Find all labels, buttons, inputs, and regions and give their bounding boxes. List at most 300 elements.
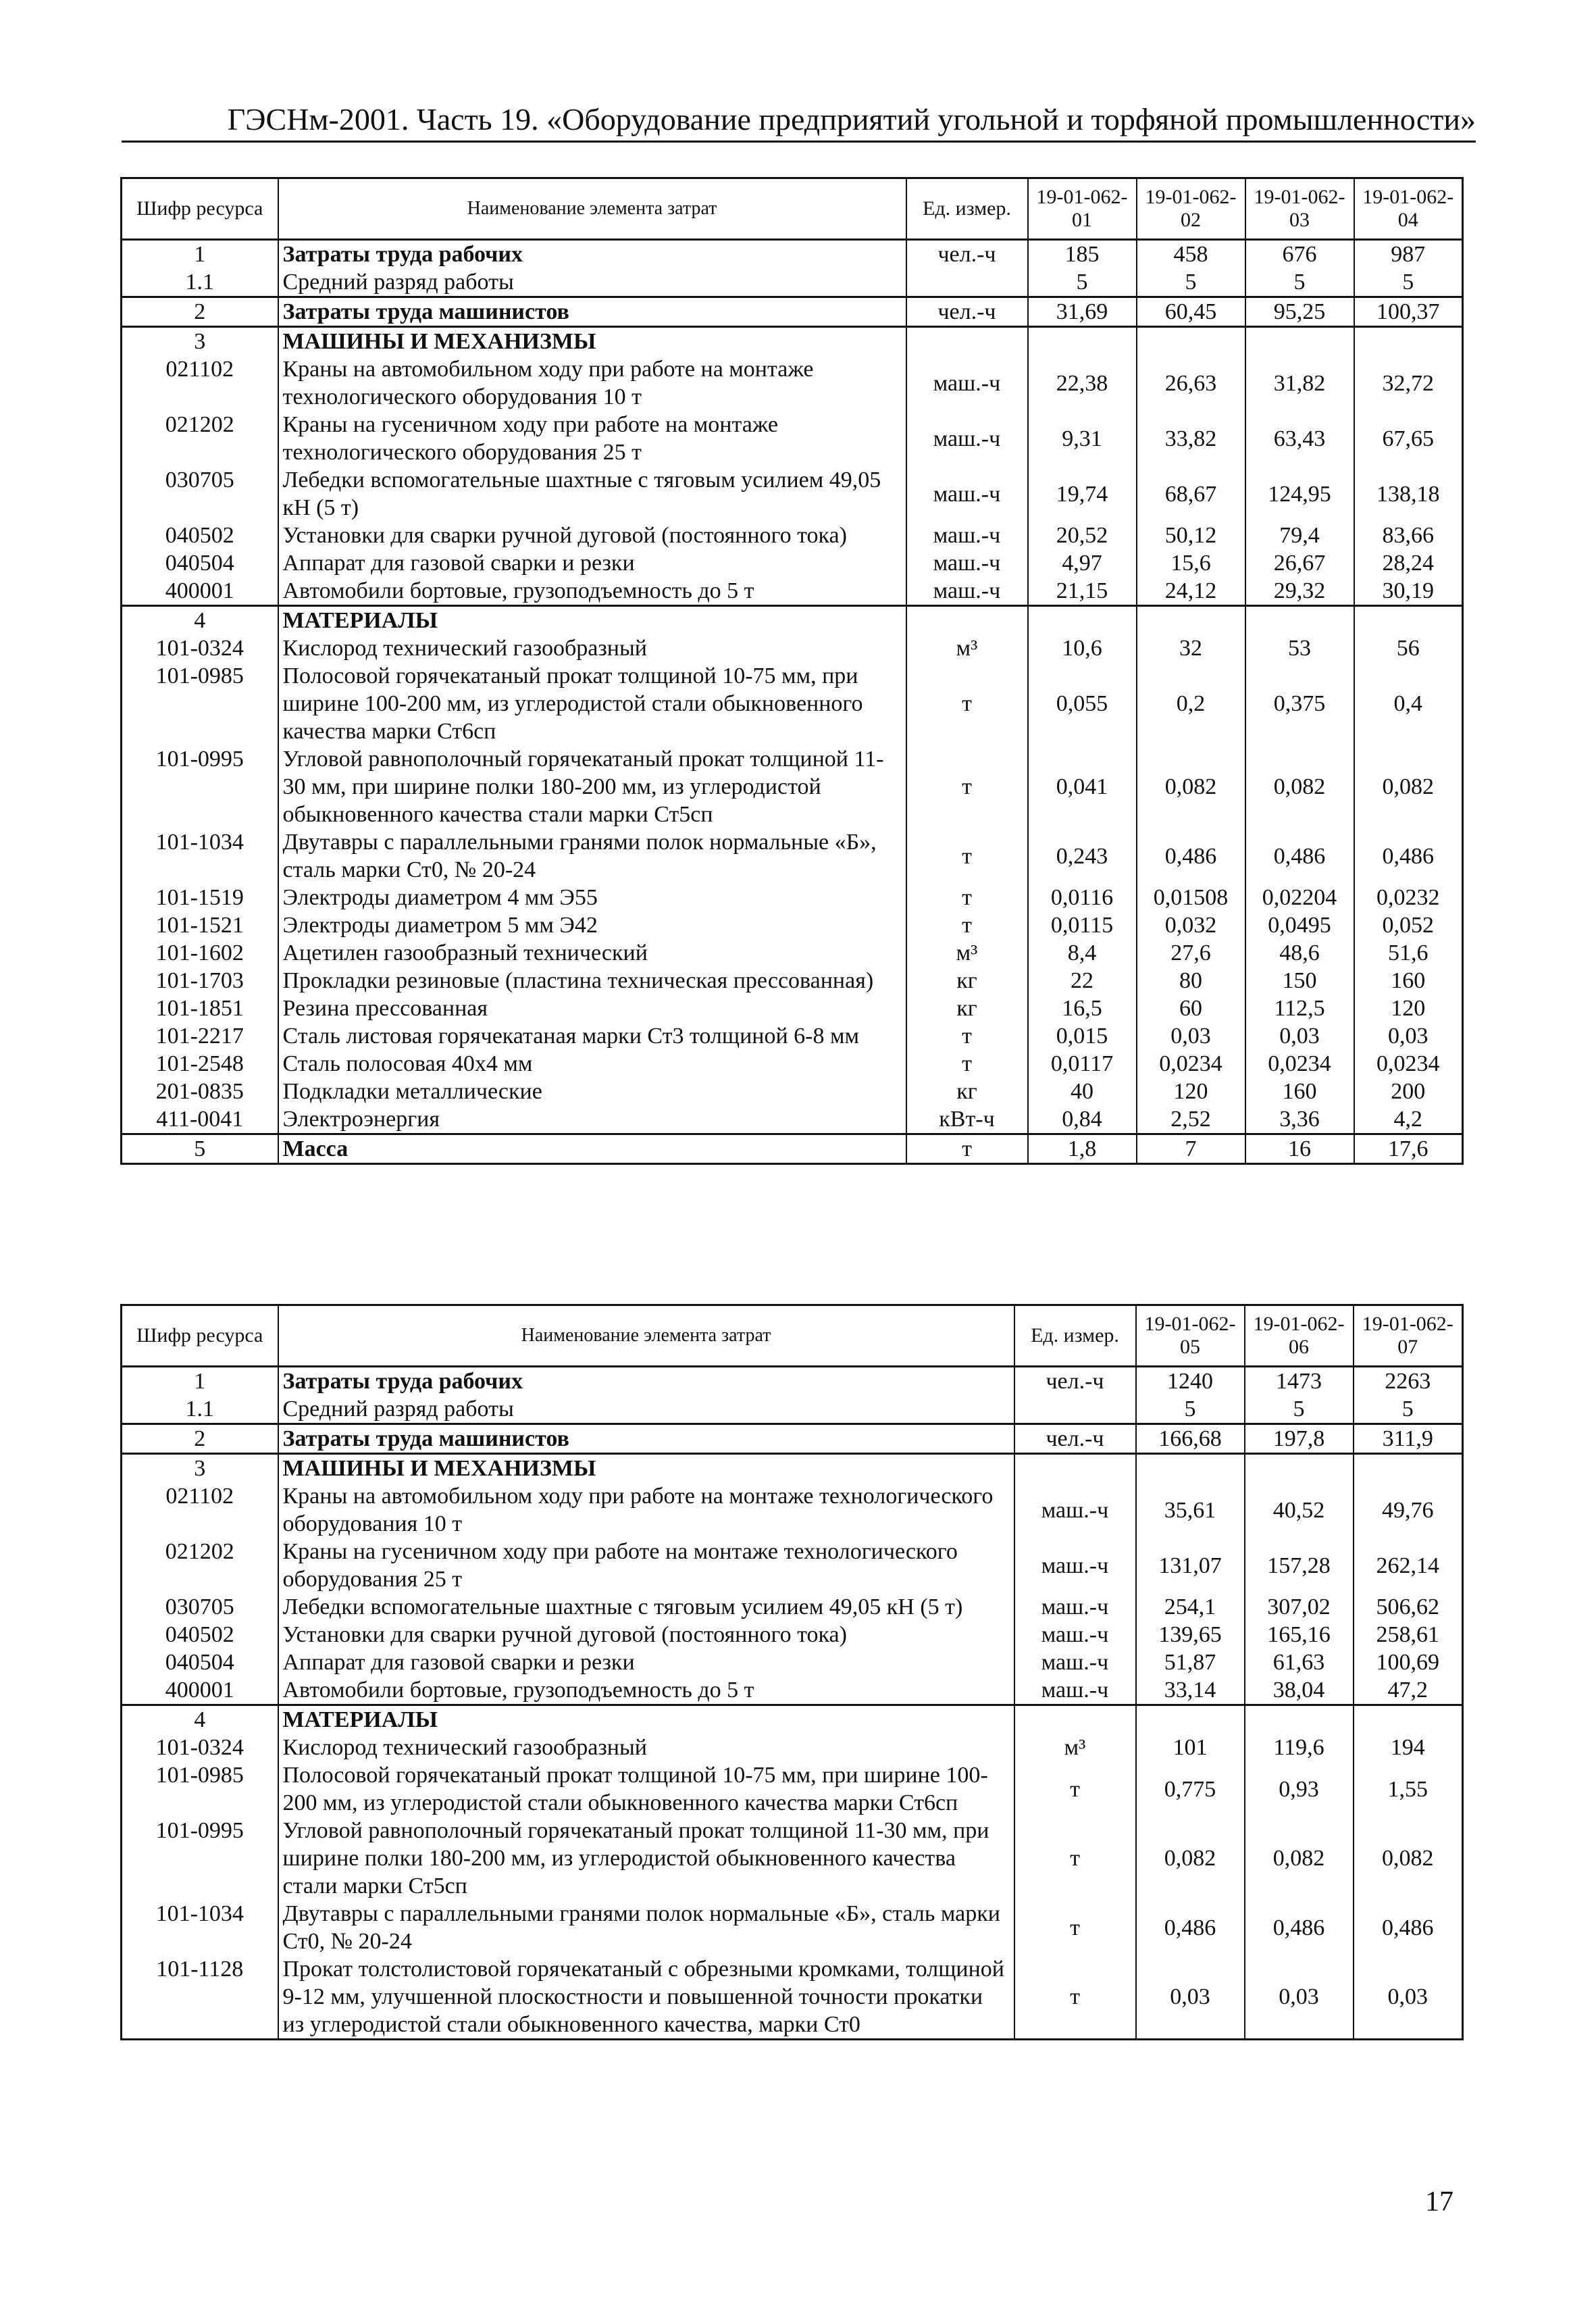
cost-element-name: МАТЕРИАЛЫ xyxy=(278,1705,1014,1734)
unit-of-measure: маш.-ч xyxy=(1014,1676,1136,1705)
norm-value: 0,0116 xyxy=(1028,884,1137,911)
table-row xyxy=(122,1454,1463,1483)
norm-value: 987 xyxy=(1354,240,1463,269)
norm-value: 26,63 xyxy=(1137,355,1245,411)
norm-value: 112,5 xyxy=(1245,995,1354,1022)
unit-of-measure: т xyxy=(906,911,1028,939)
resource-code: 101-0324 xyxy=(122,634,278,662)
norm-value xyxy=(1137,327,1245,356)
norm-value: 160 xyxy=(1354,967,1463,995)
norm-value: 150 xyxy=(1245,967,1354,995)
norm-value: 0,01508 xyxy=(1137,884,1245,911)
norm-value: 9,31 xyxy=(1028,411,1137,466)
norm-value: 0,03 xyxy=(1354,1022,1463,1050)
cost-element-name: МАШИНЫ И МЕХАНИЗМЫ xyxy=(278,1454,1014,1483)
norm-value: 0,4 xyxy=(1354,662,1463,745)
unit-of-measure: чел.-ч xyxy=(1014,1367,1136,1396)
norm-value: 29,32 xyxy=(1245,577,1354,606)
unit-of-measure: т xyxy=(1014,1900,1136,1955)
cost-element-name: Затраты труда машинистов xyxy=(278,297,906,327)
table-row xyxy=(122,911,1463,939)
table-row xyxy=(122,1367,1463,1396)
norm-value: 258,61 xyxy=(1354,1621,1463,1649)
norm-value: 32,72 xyxy=(1354,355,1463,411)
norm-value xyxy=(1136,1705,1245,1734)
norm-value: 1240 xyxy=(1136,1367,1245,1396)
resource-code: 411-0041 xyxy=(122,1105,278,1134)
cost-element-name: Подкладки металлические xyxy=(278,1078,906,1105)
resource-code: 101-1519 xyxy=(122,884,278,911)
norm-value: 48,6 xyxy=(1245,939,1354,967)
norm-value: 5 xyxy=(1354,268,1463,297)
norm-value: 0,082 xyxy=(1245,1817,1354,1900)
norm-value: 0,375 xyxy=(1245,662,1354,745)
cost-element-name: Лебедки вспомогательные шахтные с тяговым усилием 49,05 кН (5 т) xyxy=(278,466,906,522)
norm-value xyxy=(1028,327,1137,356)
unit-of-measure: маш.-ч xyxy=(1014,1482,1136,1538)
norm-value: 0,486 xyxy=(1136,1900,1245,1955)
norm-value: 0,03 xyxy=(1354,1955,1463,2040)
unit-of-measure: кг xyxy=(906,967,1028,995)
header-norm-code: 19-01-062-06 xyxy=(1245,1305,1354,1367)
norm-value: 4,97 xyxy=(1028,549,1137,577)
norm-value: 79,4 xyxy=(1245,522,1354,549)
norm-value: 19,74 xyxy=(1028,466,1137,522)
norm-value: 131,07 xyxy=(1136,1538,1245,1593)
norm-value: 185 xyxy=(1028,240,1137,269)
norm-value: 3,36 xyxy=(1245,1105,1354,1134)
table-row xyxy=(122,1621,1463,1649)
norm-value: 120 xyxy=(1137,1078,1245,1105)
norm-value: 51,87 xyxy=(1136,1649,1245,1676)
unit-of-measure: т xyxy=(906,1134,1028,1164)
norm-value: 119,6 xyxy=(1245,1734,1354,1761)
resource-code: 101-1034 xyxy=(122,828,278,884)
cost-element-name: Сталь полосовая 40х4 мм xyxy=(278,1050,906,1078)
norm-value: 0,84 xyxy=(1028,1105,1137,1134)
norm-value: 56 xyxy=(1354,634,1463,662)
table-row xyxy=(122,1538,1463,1593)
norm-value: 506,62 xyxy=(1354,1593,1463,1621)
unit-of-measure: м³ xyxy=(906,939,1028,967)
unit-of-measure xyxy=(906,268,1028,297)
resource-code: 101-0985 xyxy=(122,662,278,745)
norm-value: 0,93 xyxy=(1245,1761,1354,1817)
cost-element-name: Резина прессованная xyxy=(278,995,906,1022)
norm-value: 160 xyxy=(1245,1078,1354,1105)
norm-value: 0,082 xyxy=(1354,1817,1463,1900)
resource-code: 030705 xyxy=(122,1593,278,1621)
unit-of-measure: т xyxy=(906,1050,1028,1078)
norm-value: 120 xyxy=(1354,995,1463,1022)
norm-value: 5 xyxy=(1028,268,1137,297)
table-row xyxy=(122,327,1463,356)
unit-of-measure: кВт-ч xyxy=(906,1105,1028,1134)
unit-of-measure: чел.-ч xyxy=(1014,1424,1136,1454)
norm-value xyxy=(1137,606,1245,635)
cost-element-name: Кислород технический газообразный xyxy=(278,634,906,662)
cost-element-name: Автомобили бортовые, грузоподъемность до 5 т xyxy=(278,577,906,606)
table-row xyxy=(122,967,1463,995)
cost-element-name: Аппарат для газовой сварки и резки xyxy=(278,1649,1014,1676)
table-row xyxy=(122,634,1463,662)
norm-value xyxy=(1245,606,1354,635)
cost-element-name: Угловой равнополочный горячекатаный прокат толщиной 11-30 мм, при ширине полки 180-200 мм, из углеродистой обыкновенного качества стали марки Ст5сп xyxy=(278,1817,1014,1900)
norm-value: 100,37 xyxy=(1354,297,1463,327)
unit-of-measure: маш.-ч xyxy=(906,466,1028,522)
table-row xyxy=(122,1955,1463,2040)
norm-value: 0,052 xyxy=(1354,911,1463,939)
table-header-row xyxy=(122,178,1463,240)
norm-value: 31,69 xyxy=(1028,297,1137,327)
resource-code: 3 xyxy=(122,1454,278,1483)
norm-value xyxy=(1245,1454,1354,1483)
unit-of-measure: т xyxy=(906,662,1028,745)
norm-value: 1,8 xyxy=(1028,1134,1137,1164)
norm-value xyxy=(1028,606,1137,635)
resource-code: 101-0324 xyxy=(122,1734,278,1761)
norm-value: 53 xyxy=(1245,634,1354,662)
norm-value: 0,0115 xyxy=(1028,911,1137,939)
norm-value: 166,68 xyxy=(1136,1424,1245,1454)
cost-element-name: Двутавры с параллельными гранями полок нормальные «Б», сталь марки Ст0, № 20-24 xyxy=(278,1900,1014,1955)
resource-code: 040502 xyxy=(122,1621,278,1649)
unit-of-measure xyxy=(906,606,1028,635)
table-row xyxy=(122,522,1463,549)
norm-value: 32 xyxy=(1137,634,1245,662)
norm-value: 0,0232 xyxy=(1354,884,1463,911)
header-cost-element: Наименование элемента затрат xyxy=(278,178,906,240)
norm-value: 49,76 xyxy=(1354,1482,1463,1538)
norm-value: 0,0234 xyxy=(1245,1050,1354,1078)
cost-element-name: Масса xyxy=(278,1134,906,1164)
page-number: 17 xyxy=(1425,2186,1453,2217)
cost-element-name: Полосовой горячекатаный прокат толщиной 10-75 мм, при ширине 100-200 мм, из углеродистой стали обыкновенного качества марки Ст6сп xyxy=(278,1761,1014,1817)
unit-of-measure xyxy=(1014,1454,1136,1483)
header-norm-code: 19-01-062-04 xyxy=(1354,178,1463,240)
table-row xyxy=(122,884,1463,911)
norm-value: 61,63 xyxy=(1245,1649,1354,1676)
resource-code: 030705 xyxy=(122,466,278,522)
resource-code: 101-2548 xyxy=(122,1050,278,1078)
norm-value: 20,52 xyxy=(1028,522,1137,549)
cost-element-name: Установки для сварки ручной дуговой (постоянного тока) xyxy=(278,1621,1014,1649)
resource-code: 021202 xyxy=(122,1538,278,1593)
norm-value: 200 xyxy=(1354,1078,1463,1105)
norm-value: 60 xyxy=(1137,995,1245,1022)
table-row xyxy=(122,1424,1463,1454)
cost-element-name: Прокат толстолистовой горячекатаный с обрезными кромками, толщиной 9-12 мм, улучшенной плоскостности и повышенной точности прокатки из углеродистой стали обыкновенного качества, марки Ст0 xyxy=(278,1955,1014,2040)
unit-of-measure: т xyxy=(1014,1955,1136,2040)
table-row xyxy=(122,411,1463,466)
cost-element-name: Электроэнергия xyxy=(278,1105,906,1134)
header-norm-code: 19-01-062-01 xyxy=(1028,178,1137,240)
cost-element-name: Краны на автомобильном ходу при работе на монтаже технологического оборудования 10 т xyxy=(278,355,906,411)
norm-value: 0,486 xyxy=(1245,1900,1354,1955)
table-row xyxy=(122,577,1463,606)
norm-value: 0,0234 xyxy=(1137,1050,1245,1078)
resource-code: 101-1851 xyxy=(122,995,278,1022)
unit-of-measure: маш.-ч xyxy=(906,355,1028,411)
table-row xyxy=(122,1649,1463,1676)
unit-of-measure: маш.-ч xyxy=(1014,1649,1136,1676)
header-norm-code: 19-01-062-05 xyxy=(1136,1305,1245,1367)
unit-of-measure: маш.-ч xyxy=(1014,1593,1136,1621)
table-row xyxy=(122,240,1463,269)
norm-value: 95,25 xyxy=(1245,297,1354,327)
norm-value: 197,8 xyxy=(1245,1424,1354,1454)
resource-code: 021102 xyxy=(122,355,278,411)
unit-of-measure: маш.-ч xyxy=(1014,1538,1136,1593)
norm-value: 0,082 xyxy=(1137,745,1245,828)
cost-element-name: Кислород технический газообразный xyxy=(278,1734,1014,1761)
cost-element-name: Установки для сварки ручной дуговой (постоянного тока) xyxy=(278,522,906,549)
header-cost-element: Наименование элемента затрат xyxy=(278,1305,1014,1367)
norm-value: 60,45 xyxy=(1137,297,1245,327)
norm-value: 83,66 xyxy=(1354,522,1463,549)
norm-value: 0,486 xyxy=(1354,828,1463,884)
resource-code: 040502 xyxy=(122,522,278,549)
norm-value xyxy=(1354,606,1463,635)
table-row xyxy=(122,1395,1463,1424)
table-row xyxy=(122,1050,1463,1078)
unit-of-measure: чел.-ч xyxy=(906,240,1028,269)
norm-value: 5 xyxy=(1354,1395,1463,1424)
norm-value: 16,5 xyxy=(1028,995,1137,1022)
norm-value: 0,2 xyxy=(1137,662,1245,745)
resource-code: 1 xyxy=(122,1367,278,1396)
norm-value xyxy=(1354,327,1463,356)
norm-value: 262,14 xyxy=(1354,1538,1463,1593)
unit-of-measure: т xyxy=(906,884,1028,911)
cost-element-name: Затраты труда рабочих xyxy=(278,240,906,269)
table-row xyxy=(122,662,1463,745)
resource-code: 400001 xyxy=(122,577,278,606)
norm-value: 311,9 xyxy=(1354,1424,1463,1454)
unit-of-measure: маш.-ч xyxy=(906,577,1028,606)
cost-element-name: МАТЕРИАЛЫ xyxy=(278,606,906,635)
cost-element-name: Двутавры с параллельными гранями полок нормальные «Б», сталь марки Ст0, № 20-24 xyxy=(278,828,906,884)
cost-element-name: Лебедки вспомогательные шахтные с тяговым усилием 49,05 кН (5 т) xyxy=(278,1593,1014,1621)
table-row xyxy=(122,1705,1463,1734)
norm-value: 7 xyxy=(1137,1134,1245,1164)
resource-code: 101-2217 xyxy=(122,1022,278,1050)
cost-element-name: Краны на гусеничном ходу при работе на монтаже технологического оборудования 25 т xyxy=(278,411,906,466)
norm-value: 0,03 xyxy=(1245,1022,1354,1050)
norm-value: 31,82 xyxy=(1245,355,1354,411)
norm-value: 5 xyxy=(1245,1395,1354,1424)
header-norm-code: 19-01-062-02 xyxy=(1137,178,1245,240)
resource-code: 101-1128 xyxy=(122,1955,278,2040)
unit-of-measure: маш.-ч xyxy=(1014,1621,1136,1649)
norm-value: 30,19 xyxy=(1354,577,1463,606)
header-unit: Ед. измер. xyxy=(906,178,1028,240)
resource-code: 3 xyxy=(122,327,278,356)
norm-value xyxy=(1136,1454,1245,1483)
norm-value: 38,04 xyxy=(1245,1676,1354,1705)
norm-value: 28,24 xyxy=(1354,549,1463,577)
cost-element-name: Автомобили бортовые, грузоподъемность до 5 т xyxy=(278,1676,1014,1705)
norm-value: 80 xyxy=(1137,967,1245,995)
norm-value: 138,18 xyxy=(1354,466,1463,522)
header-resource-code: Шифр ресурса xyxy=(122,1305,278,1367)
norm-value: 63,43 xyxy=(1245,411,1354,466)
norm-value: 100,69 xyxy=(1354,1649,1463,1676)
norm-value xyxy=(1354,1705,1463,1734)
cost-element-name: Краны на автомобильном ходу при работе на монтаже технологического оборудования 10 т xyxy=(278,1482,1014,1538)
norm-value: 50,12 xyxy=(1137,522,1245,549)
resource-code: 101-0995 xyxy=(122,745,278,828)
resource-code: 1 xyxy=(122,240,278,269)
resource-code: 021102 xyxy=(122,1482,278,1538)
table-row xyxy=(122,1105,1463,1134)
cost-element-name: Сталь листовая горячекатаная марки Ст3 толщиной 6-8 мм xyxy=(278,1022,906,1050)
norm-value: 0,243 xyxy=(1028,828,1137,884)
norm-value: 0,082 xyxy=(1245,745,1354,828)
unit-of-measure: т xyxy=(1014,1817,1136,1900)
unit-of-measure: т xyxy=(906,828,1028,884)
norm-value xyxy=(1245,327,1354,356)
cost-element-name: Средний разряд работы xyxy=(278,1395,1014,1424)
norm-value: 68,67 xyxy=(1137,466,1245,522)
table-row xyxy=(122,1482,1463,1538)
norm-value: 22 xyxy=(1028,967,1137,995)
unit-of-measure: чел.-ч xyxy=(906,297,1028,327)
table-row xyxy=(122,1134,1463,1164)
table-row xyxy=(122,1900,1463,1955)
cost-element-name: Электроды диаметром 5 мм Э42 xyxy=(278,911,906,939)
norm-value: 0,03 xyxy=(1245,1955,1354,2040)
norm-value: 0,0495 xyxy=(1245,911,1354,939)
norm-value: 0,486 xyxy=(1245,828,1354,884)
norm-value: 0,02204 xyxy=(1245,884,1354,911)
norm-value: 0,0117 xyxy=(1028,1050,1137,1078)
norm-value: 254,1 xyxy=(1136,1593,1245,1621)
unit-of-measure: маш.-ч xyxy=(906,411,1028,466)
resource-code: 4 xyxy=(122,1705,278,1734)
unit-of-measure: т xyxy=(906,745,1028,828)
cost-element-name: Краны на гусеничном ходу при работе на монтаже технологического оборудования 25 т xyxy=(278,1538,1014,1593)
cost-element-name: Прокладки резиновые (пластина техническая прессованная) xyxy=(278,967,906,995)
resource-code: 021202 xyxy=(122,411,278,466)
norm-value: 22,38 xyxy=(1028,355,1137,411)
norm-value: 51,6 xyxy=(1354,939,1463,967)
table-header-row xyxy=(122,1305,1463,1367)
norm-value: 165,16 xyxy=(1245,1621,1354,1649)
cost-element-name: Угловой равнополочный горячекатаный прокат толщиной 11-30 мм, при ширине полки 180-200 мм, из углеродистой обыкновенного качества стали марки Ст5сп xyxy=(278,745,906,828)
norm-value: 0,03 xyxy=(1136,1955,1245,2040)
norm-value: 0,082 xyxy=(1136,1817,1245,1900)
norm-value: 27,6 xyxy=(1137,939,1245,967)
resource-code: 101-0995 xyxy=(122,1817,278,1900)
norm-value: 307,02 xyxy=(1245,1593,1354,1621)
unit-of-measure: т xyxy=(1014,1761,1136,1817)
unit-of-measure: маш.-ч xyxy=(906,549,1028,577)
norm-value: 10,6 xyxy=(1028,634,1137,662)
resource-code: 201-0835 xyxy=(122,1078,278,1105)
norm-value: 0,03 xyxy=(1137,1022,1245,1050)
norm-value: 26,67 xyxy=(1245,549,1354,577)
norm-value: 1473 xyxy=(1245,1367,1354,1396)
header-rule xyxy=(122,141,1476,143)
unit-of-measure: кг xyxy=(906,995,1028,1022)
table-row xyxy=(122,828,1463,884)
norm-value xyxy=(1354,1454,1463,1483)
table-row xyxy=(122,1761,1463,1817)
resource-code: 1.1 xyxy=(122,1395,278,1424)
resource-code: 4 xyxy=(122,606,278,635)
norm-value: 101 xyxy=(1136,1734,1245,1761)
resource-code: 2 xyxy=(122,1424,278,1454)
table-row xyxy=(122,1676,1463,1705)
norm-value: 5 xyxy=(1137,268,1245,297)
header-norm-code: 19-01-062-03 xyxy=(1245,178,1354,240)
norm-value: 17,6 xyxy=(1354,1134,1463,1164)
resource-code: 5 xyxy=(122,1134,278,1164)
page-header-title: ГЭСНм-2001. Часть 19. «Оборудование предприятий угольной и торфяной промышленности» xyxy=(227,102,1476,136)
norm-value: 0,775 xyxy=(1136,1761,1245,1817)
norm-value: 157,28 xyxy=(1245,1538,1354,1593)
norm-value: 0,486 xyxy=(1137,828,1245,884)
norm-value: 676 xyxy=(1245,240,1354,269)
norm-value: 67,65 xyxy=(1354,411,1463,466)
norm-value: 0,032 xyxy=(1137,911,1245,939)
norm-value: 21,15 xyxy=(1028,577,1137,606)
cost-element-name: Затраты труда рабочих xyxy=(278,1367,1014,1396)
resource-code: 1.1 xyxy=(122,268,278,297)
norm-value: 5 xyxy=(1245,268,1354,297)
header-unit: Ед. измер. xyxy=(1014,1305,1136,1367)
norm-value: 1,55 xyxy=(1354,1761,1463,1817)
unit-of-measure: т xyxy=(906,1022,1028,1050)
norm-value: 33,14 xyxy=(1136,1676,1245,1705)
unit-of-measure: маш.-ч xyxy=(906,522,1028,549)
table-row xyxy=(122,268,1463,297)
norm-value: 0,082 xyxy=(1354,745,1463,828)
norm-value: 24,12 xyxy=(1137,577,1245,606)
norm-value: 35,61 xyxy=(1136,1482,1245,1538)
resource-code: 101-1034 xyxy=(122,1900,278,1955)
norm-value: 8,4 xyxy=(1028,939,1137,967)
table-row xyxy=(122,995,1463,1022)
norm-value: 33,82 xyxy=(1137,411,1245,466)
resource-code: 2 xyxy=(122,297,278,327)
norm-value: 47,2 xyxy=(1354,1676,1463,1705)
table-row xyxy=(122,939,1463,967)
table-row xyxy=(122,297,1463,327)
table-row xyxy=(122,549,1463,577)
cost-element-name: Аппарат для газовой сварки и резки xyxy=(278,549,906,577)
norm-value: 0,041 xyxy=(1028,745,1137,828)
resource-code: 101-0985 xyxy=(122,1761,278,1817)
resource-code: 101-1602 xyxy=(122,939,278,967)
norm-value: 5 xyxy=(1136,1395,1245,1424)
norm-value: 139,65 xyxy=(1136,1621,1245,1649)
resource-code: 040504 xyxy=(122,549,278,577)
norm-value: 40 xyxy=(1028,1078,1137,1105)
table-row xyxy=(122,466,1463,522)
norm-value: 2263 xyxy=(1354,1367,1463,1396)
header-resource-code: Шифр ресурса xyxy=(122,178,278,240)
norm-value: 0,015 xyxy=(1028,1022,1137,1050)
table-row xyxy=(122,1078,1463,1105)
table-row xyxy=(122,745,1463,828)
norm-value xyxy=(1245,1705,1354,1734)
cost-element-name: Затраты труда машинистов xyxy=(278,1424,1014,1454)
table-row xyxy=(122,1817,1463,1900)
table-row xyxy=(122,1734,1463,1761)
cost-element-name: Полосовой горячекатаный прокат толщиной 10-75 мм, при ширине 100-200 мм, из углеродистой стали обыкновенного качества марки Ст6сп xyxy=(278,662,906,745)
